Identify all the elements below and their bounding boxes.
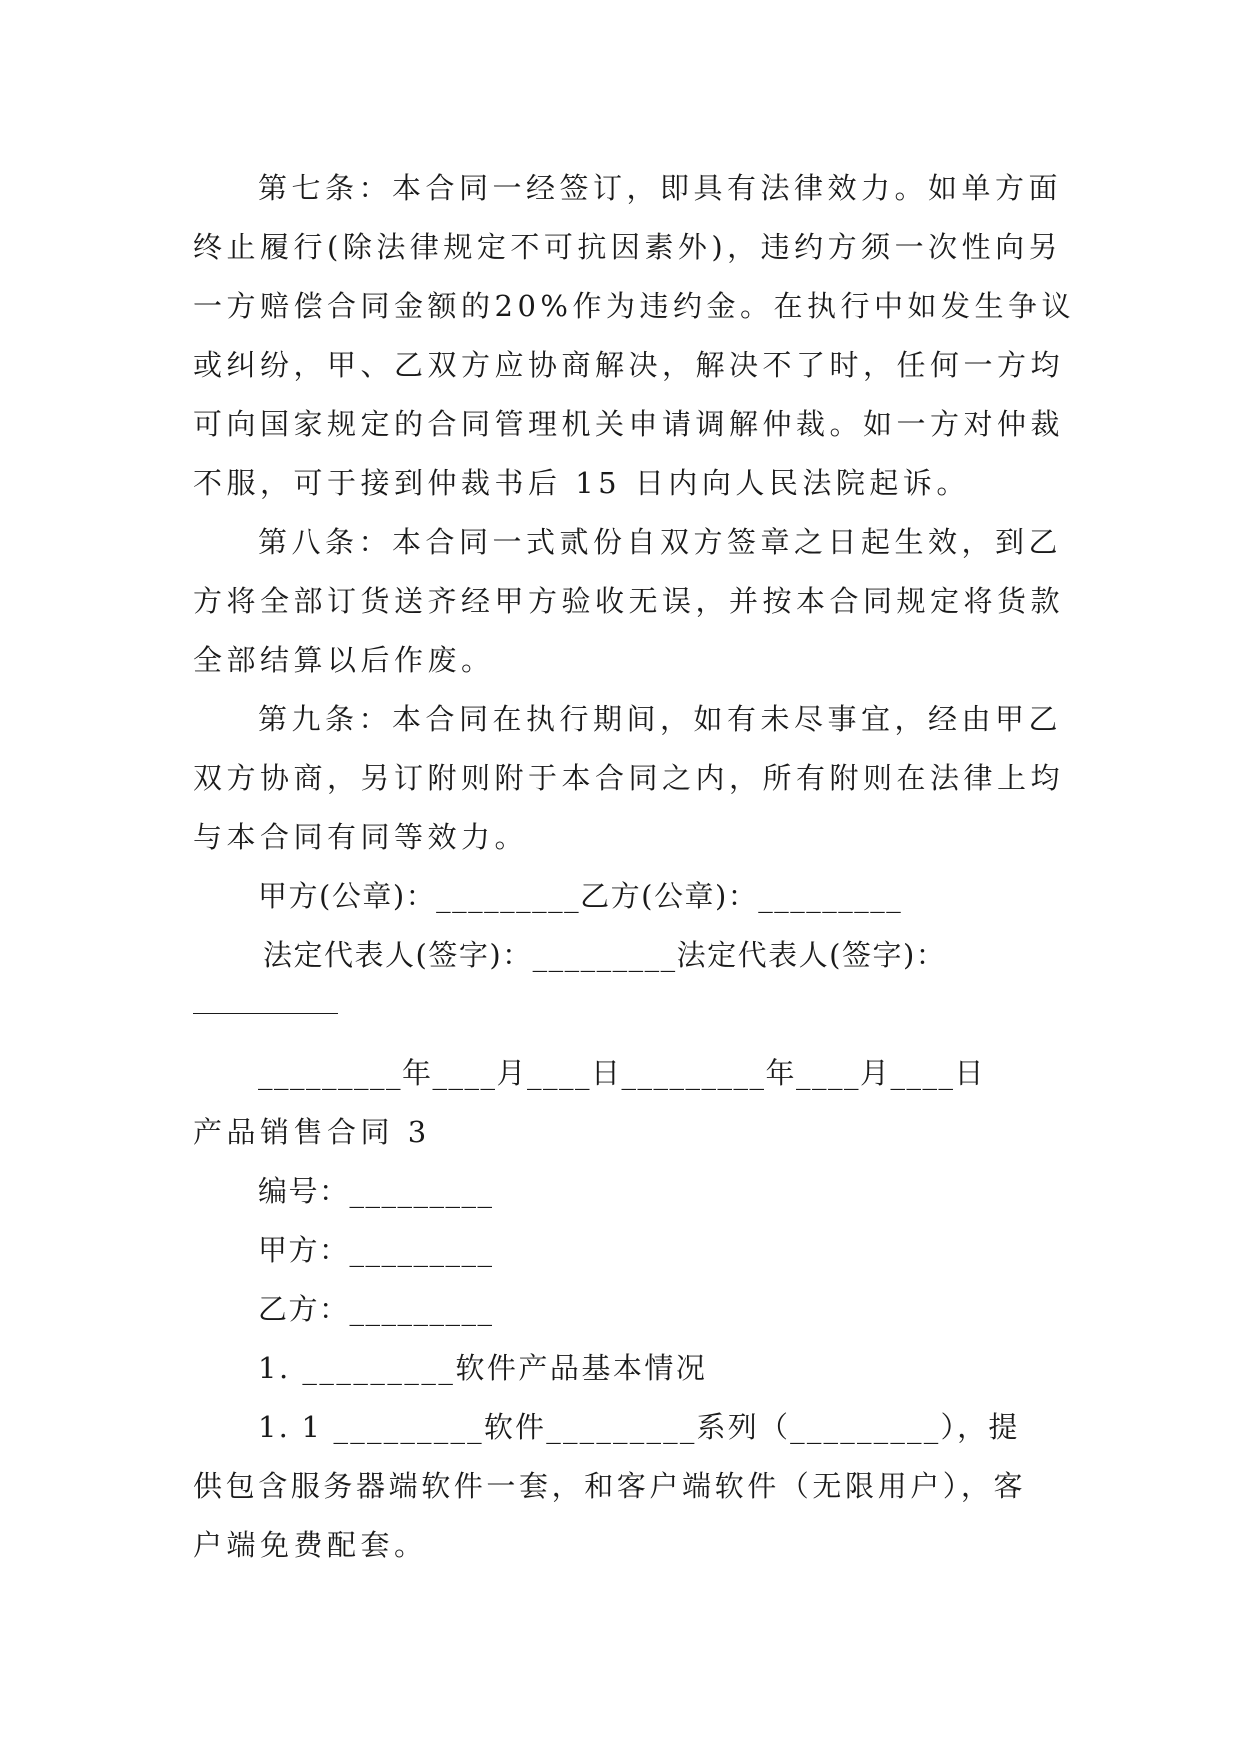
article-8-line-1: 第八条：本合同一式贰份自双方签章之日起生效，到乙 — [258, 525, 1063, 559]
article-8-line-2: 方将全部订货送齐经甲方验收无误，并按本合同规定将货款 — [193, 584, 1065, 618]
contract-3-title: 产品销售合同 3 — [193, 1115, 431, 1149]
article-7-line-4: 或纠纷，甲、乙双方应协商解决，解决不了时，任何一方均 — [193, 348, 1065, 382]
legal-rep-signature-line: 法定代表人(签字)：_________法定代表人(签字)： — [263, 938, 947, 972]
article-7-line-2: 终止履行(除法律规定不可抗因素外)，违约方须一次性向另 — [193, 230, 1063, 264]
signature-blank — [193, 1013, 338, 1014]
article-7-line-3: 一方赔偿合同金额的20%作为违约金。在执行中如发生争议 — [193, 289, 1075, 323]
party-seal-line: 甲方(公章)：_________乙方(公章)：_________ — [258, 879, 903, 913]
article-7-line-6: 不服，可于接到仲裁书后 15 日内向人民法院起诉。 — [193, 466, 970, 500]
party-a-line: 甲方：_________ — [258, 1233, 494, 1267]
article-7-line-5: 可向国家规定的合同管理机关申请调解仲裁。如一方对仲裁 — [193, 407, 1065, 441]
article-8-line-3: 全部结算以后作废。 — [193, 643, 495, 677]
article-7-line-1: 第七条：本合同一经签订，即具有法律效力。如单方面 — [258, 171, 1063, 205]
article-9-line-2: 双方协商，另订附则附于本合同之内，所有附则在法律上均 — [193, 761, 1065, 795]
article-9-line-3: 与本合同有同等效力。 — [193, 820, 529, 854]
party-b-line: 乙方：_________ — [258, 1292, 494, 1326]
section-1-1-line-1: 1. 1 _________软件_________系列（_________），提 — [258, 1410, 1020, 1444]
section-1-1-line-2: 供包含服务器端软件一套，和客户端软件（无限用户），客 — [193, 1469, 1027, 1503]
section-1-1-line-3: 户端免费配套。 — [193, 1528, 428, 1562]
contract-number-line: 编号：_________ — [258, 1174, 494, 1208]
section-1-heading: 1. _________软件产品基本情况 — [258, 1351, 708, 1385]
article-9-line-1: 第九条：本合同在执行期间，如有未尽事宜，经由甲乙 — [258, 702, 1063, 736]
date-line: _________年____月____日_________年____月____日 — [258, 1056, 986, 1090]
